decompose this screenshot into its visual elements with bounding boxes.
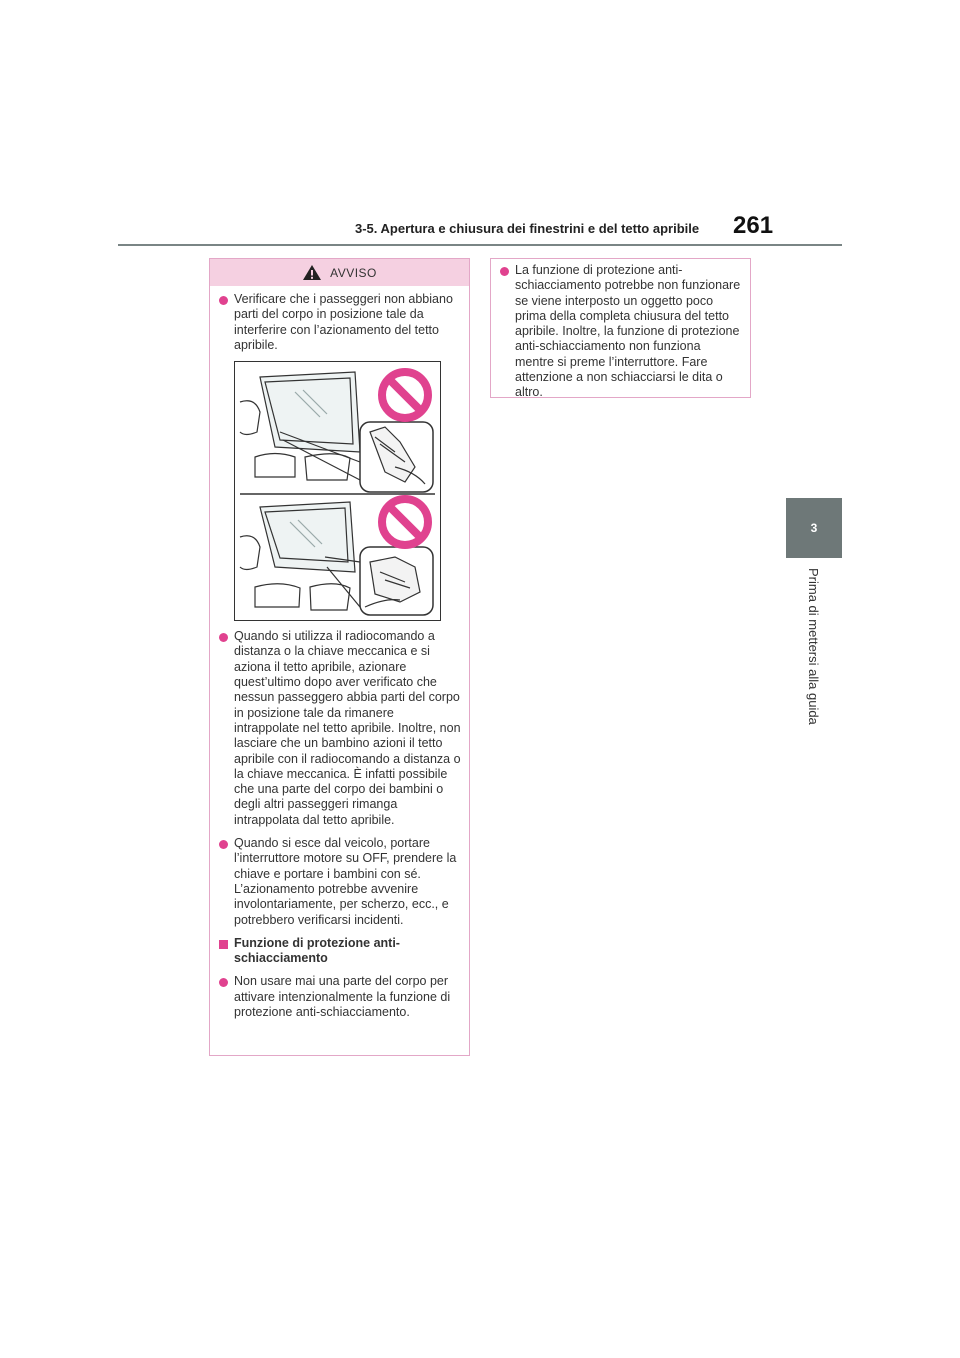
sunroof-illustration xyxy=(234,361,441,621)
warning-item-text: La funzione di protezione anti-schiacciamento potrebbe non funzionare se viene interposto un oggetto poco prima della completa chiusura del tetto apribile. Inoltre, la funzione di protezione anti-schiacciamento non funziona mentre si preme l’interruttore. Fare attenzione a non schiacciarsi le dita o altro. xyxy=(515,263,741,400)
warning-triangle-icon xyxy=(302,264,322,281)
warning-item-text: Quando si esce dal veicolo, portare l’interruttore motore su OFF, prendere la chiave e portare i bambini con sé. L’azionamento potrebbe avvenire involontariamente, per scherzo, ecc., e potrebbero verificarsi incidenti. xyxy=(234,836,457,927)
chapter-title: Prima di mettersi alla guida xyxy=(806,568,821,725)
warning-continued-box xyxy=(490,258,751,398)
warning-item xyxy=(218,629,461,828)
chapter-tab xyxy=(786,498,842,558)
warning-item-text: Non usare mai una parte del corpo per attivare intenzionalmente la funzione di protezione anti-schiacciamento. xyxy=(234,974,451,1020)
warning-header xyxy=(210,259,469,286)
warning-item-text: Quando si utilizza il radiocomando a distanza o la chiave meccanica e si aziona il tetto apribile, azionare quest’ultimo dopo aver verificato che nessun passeggero abbia parti del corpo in posizione tale da rimanere intrappolate nel tetto apribile. Inoltre, non lasciare che un bambino azioni il tetto apribile con il radiocomando a distanza o la chiave meccanica. È infatti possibile che una parte del corpo dei bambini o degli altri passeggeri rimanga intrappolata dal tetto apribile. xyxy=(234,629,461,827)
circle-bullet-icon xyxy=(219,978,228,987)
section-title: 3-5. Apertura e chiusura dei finestrini e del tetto apribile xyxy=(355,221,700,236)
warning-item xyxy=(218,974,461,1020)
header-rule xyxy=(118,244,842,246)
warning-box xyxy=(209,258,470,1056)
page-number: 261 xyxy=(733,212,774,239)
subheading-text: Funzione di protezione anti-schiacciamento xyxy=(234,935,400,966)
warning-subheading xyxy=(218,936,461,967)
warning-item xyxy=(218,292,461,353)
square-bullet-icon xyxy=(219,940,228,949)
chapter-number: 3 xyxy=(810,521,818,535)
warning-item-text: Verificare che i passeggeri non abbiano parti del corpo in posizione tale da interferire con l’azionamento del tetto apribile. xyxy=(234,292,453,352)
circle-bullet-icon xyxy=(219,633,228,642)
warning-title: AVVISO xyxy=(330,265,377,280)
warning-item xyxy=(218,836,461,928)
circle-bullet-icon xyxy=(500,267,509,276)
circle-bullet-icon xyxy=(219,296,228,305)
circle-bullet-icon xyxy=(219,840,228,849)
warning-item xyxy=(499,263,742,401)
